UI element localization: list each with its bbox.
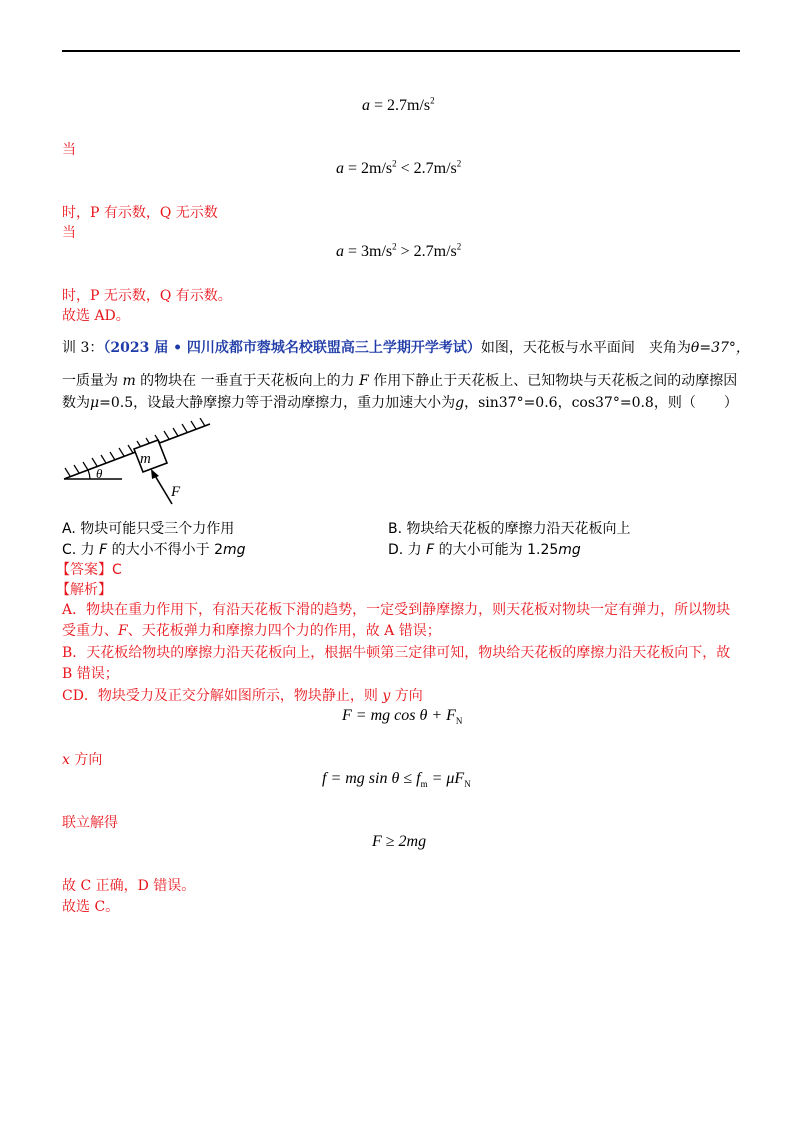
equation-x-direction: f = mg $\sin \theta \le f_m = \mu F_N$ — [322, 770, 471, 790]
problem-line-3: 数为μ=0.5，设最大静摩擦力等于滑动摩擦力，重力加速大小为g，sin37°=0.6，cos37°=0.8，则（ ） — [62, 395, 738, 411]
text-choose-c: 故选 C。 — [62, 899, 120, 915]
analysis-a-line-2: 受重力、F、天花板弹力和摩擦力四个力的作用，故 A 错误； — [62, 623, 441, 639]
header-rule — [62, 50, 740, 52]
analysis-label: 【解析】 — [56, 582, 112, 598]
option-d: D. 力 F 的大小可能为 1.25mg — [388, 542, 581, 558]
option-a: A. 物块可能只受三个力作用 — [62, 521, 235, 537]
mass-label: m — [140, 451, 151, 467]
answer-value: C — [112, 562, 122, 578]
analysis-b-line-2: B 错误； — [62, 666, 119, 682]
problem-line-1: 训 3：（2023 届 • 四川成都市蓉城名校联盟高三上学期开学考试）如图，天花板与水平面间 夹角为θ=37°， — [62, 340, 750, 356]
analysis-b-line-1: B．天花板给物块的摩擦力沿天花板向上，根据牛顿第三定律可知，物块给天花板的摩擦力沿天花板向下，故 — [62, 645, 731, 661]
answer-label: 【答案】 — [56, 562, 112, 578]
problem-label: 训 3： — [62, 340, 104, 356]
text-x-direction: x 方向 — [62, 752, 103, 768]
analysis-cd-line: CD．物块受力及正交分解如图所示，物块静止，则 y 方向 — [62, 688, 423, 704]
force-arrowhead — [151, 469, 159, 479]
force-label: F — [171, 484, 181, 500]
ceiling-hatching — [65, 418, 205, 476]
equation-a-threshold: $a = 2.7m/s^2$ — [362, 95, 435, 114]
problem-line-2: 一质量为 m 的物块在 一垂直于天花板向上的力 F 作用下静止于天花板上、已知物块与天花板之间的动摩擦因 — [62, 373, 738, 389]
equation-y-direction: F = mg $\cos \theta + F_N$ — [342, 707, 463, 727]
ceiling-diagram — [60, 418, 220, 510]
option-b: B. 物块给天花板的摩擦力沿天花板向上 — [388, 521, 631, 537]
problem-source: （2023 届 • 四川成都市蓉城名校联盟高三上学期开学考试） — [103, 340, 481, 356]
text-solve: 联立解得 — [62, 815, 118, 831]
option-c: C. 力 F 的大小不得小于 2mg — [62, 542, 246, 558]
answer-line — [56, 559, 122, 579]
text-when-1: 当 — [62, 142, 76, 158]
equation-a-less: $a = 2m/s^2 < 2.7m/s^2$ — [336, 158, 462, 177]
text-when-2: 当 — [62, 225, 76, 241]
text-p-has-reading: 时，P 有示数，Q 无示数 — [62, 205, 218, 221]
angle-arc — [88, 470, 90, 479]
text-p-no-reading: 时，P 无示数，Q 有示数。 — [62, 288, 232, 304]
analysis-a-line-1: A．物块在重力作用下，有沿天花板下滑的趋势，一定受到静摩擦力，则天花板对物块一定有弹力，所以物块 — [62, 602, 731, 618]
equation-final: F ≥ 2mg — [372, 833, 427, 850]
force-arrow — [154, 474, 172, 504]
equation-a-greater: $a = 3m/s^2 > 2.7m/s^2$ — [336, 241, 462, 260]
text-conclusion: 故 C 正确，D 错误。 — [62, 878, 196, 894]
text-choose-ad: 故选 AD。 — [62, 308, 130, 324]
angle-label: θ — [96, 466, 103, 481]
